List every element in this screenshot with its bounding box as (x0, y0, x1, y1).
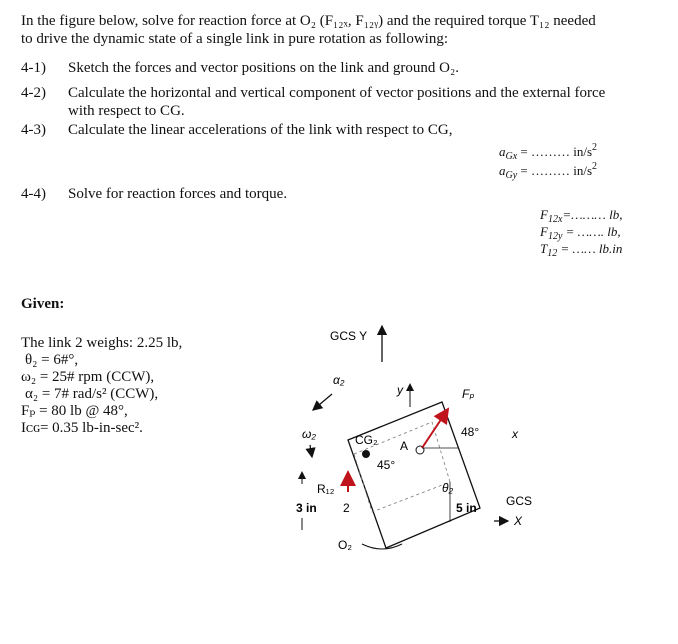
item-number: 4-4) (21, 186, 46, 202)
link-body (348, 402, 480, 548)
answer-agx: $a_{Gx}$ = ……… $in/s^2$ (499, 142, 598, 162)
alpha-label: α₂ (333, 373, 345, 387)
problem-statement-line-2: to drive the dynamic state of a single link in pure rotation as following: (21, 31, 448, 47)
local-y-label: y (397, 383, 403, 397)
alpha-arrow (313, 394, 332, 410)
gcs-x2-label: X (514, 514, 523, 528)
answer-t12: $T_{12}$ = …… lb.in (540, 241, 623, 259)
given-line: Iᴄɢ= 0.35 lb-in-sec². (21, 420, 143, 436)
omega-arrow (310, 445, 312, 457)
item-text: Solve for reaction forces and torque. (68, 186, 288, 202)
item-number: 4-2) (21, 85, 46, 101)
item-text: Calculate the linear accelerations of the link with respect to CG, (68, 122, 453, 138)
answer-f12y: $F_{12y}$ = ……. lb, (540, 224, 621, 242)
given-line: α₂ = 7# rad/s² (CCW), (25, 386, 159, 402)
answer-f12x: $F_{12x}=\dots\dots\dots$ lb, (540, 207, 623, 225)
given-line: θ₂ = 6#°, (25, 352, 79, 368)
r12-label: R₁₂ (317, 482, 335, 496)
dim-3-label: 3 in (296, 501, 317, 515)
item-text: Calculate the horizontal and vertical component of vector positions and the external force (68, 85, 606, 101)
gcs-y-label: GCS Y (330, 329, 368, 343)
problem-statement-line-1: In the figure below, solve for reaction force at O₂ (F₁₂ₓ, F₁₂ᵧ) and the required torque T₁₂ needed (21, 13, 596, 29)
fp-label: Fₚ (462, 387, 475, 401)
item-number: 4-3) (21, 122, 46, 138)
link-diagram (282, 312, 572, 582)
given-line: ω₂ = 25# rpm (CCW), (21, 369, 155, 385)
angle-48-label: 48° (461, 425, 480, 439)
answer-agy: $a_{Gy}$ = ……… $in/s^2$ (499, 161, 598, 181)
angle-45-label: 45° (377, 458, 396, 472)
link-number-label: 2 (343, 501, 350, 515)
point-a-label: A (400, 439, 409, 453)
cg-marker (362, 450, 370, 458)
local-x-label: x (512, 427, 518, 441)
o2-label: O₂ (338, 538, 352, 552)
item-text-continued: with respect to CG. (68, 103, 185, 119)
fp-force-arrow (422, 409, 448, 448)
given-title: Given: (21, 296, 65, 312)
theta-label: θ₂ (442, 481, 454, 495)
ground-symbol (362, 544, 402, 549)
cg-label: CG₂ (355, 433, 378, 447)
given-line: The link 2 weighs: 2.25 lb, (21, 335, 183, 351)
omega-label: ω₂ (302, 427, 316, 441)
item-text: Sketch the forces and vector positions on the link and ground O₂. (68, 60, 459, 76)
dim-5-label: 5 in (456, 501, 477, 515)
given-line: Fₚ = 80 lb @ 48°, (21, 403, 128, 419)
item-number: 4-1) (21, 60, 46, 76)
gcs-x-label: GCS (506, 494, 533, 508)
